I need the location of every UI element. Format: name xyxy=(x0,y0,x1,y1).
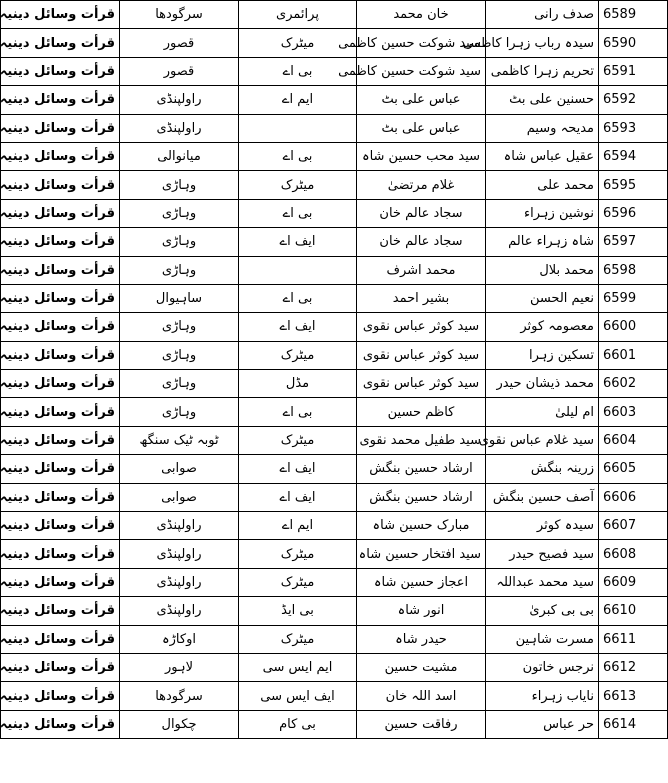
department-cell: قرأت وسائل دینیہ xyxy=(1,597,120,625)
serial-number-cell: 6614 xyxy=(599,710,668,738)
qualification-cell: بی اے xyxy=(239,284,357,312)
department-cell: قرأت وسائل دینیہ xyxy=(1,341,120,369)
qualification-cell: میٹرک xyxy=(239,341,357,369)
father-name-cell: سید شوکت حسین کاظمی xyxy=(357,57,486,85)
father-name-cell: عباس علی بٹ xyxy=(357,86,486,114)
serial-number-cell: 6589 xyxy=(599,1,668,29)
table-row xyxy=(1,540,668,568)
father-name-cell: ارشاد حسین بنگش xyxy=(357,483,486,511)
father-name-cell: سید شوکت حسین کاظمی xyxy=(357,29,486,57)
student-name-cell: نعیم الحسن xyxy=(486,284,599,312)
father-name-cell: سید محب حسین شاہ xyxy=(357,142,486,170)
table-row xyxy=(1,57,668,85)
serial-number-cell: 6601 xyxy=(599,341,668,369)
father-name-cell: سید کوثر عباس نقوی xyxy=(357,370,486,398)
father-name-cell: خان محمد xyxy=(357,1,486,29)
father-name-cell: سید کوثر عباس نقوی xyxy=(357,341,486,369)
serial-number-cell: 6592 xyxy=(599,86,668,114)
student-name-cell: شاہ زہراء عالم xyxy=(486,228,599,256)
student-name-cell: تسکین زہرا xyxy=(486,341,599,369)
department-cell: قرأت وسائل دینیہ xyxy=(1,114,120,142)
qualification-cell: میٹرک xyxy=(239,171,357,199)
student-name-cell: محمد علی xyxy=(486,171,599,199)
serial-number-cell: 6612 xyxy=(599,653,668,681)
department-cell: قرأت وسائل دینیہ xyxy=(1,625,120,653)
table-row xyxy=(1,370,668,398)
city-cell: صوابی xyxy=(120,455,239,483)
student-name-cell: حر عباس xyxy=(486,710,599,738)
father-name-cell: مبارک حسین شاہ xyxy=(357,512,486,540)
father-name-cell: انور شاہ xyxy=(357,597,486,625)
department-cell: قرأت وسائل دینیہ xyxy=(1,1,120,29)
city-cell: ٹوبہ ٹیک سنگھ xyxy=(120,426,239,454)
father-name-cell: سید افتخار حسین شاہ xyxy=(357,540,486,568)
table-row xyxy=(1,228,668,256)
qualification-cell: ایف اے xyxy=(239,228,357,256)
student-name-cell: نوشین زہراء xyxy=(486,199,599,227)
department-cell: قرأت وسائل دینیہ xyxy=(1,370,120,398)
department-cell: قرأت وسائل دینیہ xyxy=(1,682,120,710)
department-cell: قرأت وسائل دینیہ xyxy=(1,86,120,114)
student-name-cell: صدف رانی xyxy=(486,1,599,29)
city-cell: صوابی xyxy=(120,483,239,511)
qualification-cell: میٹرک xyxy=(239,29,357,57)
serial-number-cell: 6596 xyxy=(599,199,668,227)
city-cell: ساہیوال xyxy=(120,284,239,312)
city-cell: راولپنڈی xyxy=(120,540,239,568)
qualification-cell: میٹرک xyxy=(239,568,357,596)
father-name-cell: حیدر شاہ xyxy=(357,625,486,653)
student-name-cell: عقیل عباس شاہ xyxy=(486,142,599,170)
city-cell: راولپنڈی xyxy=(120,114,239,142)
city-cell: قصور xyxy=(120,57,239,85)
student-name-cell: معصومہ کوثر xyxy=(486,313,599,341)
student-name-cell: بی بی کبریٰ xyxy=(486,597,599,625)
city-cell: وہاڑی xyxy=(120,171,239,199)
student-name-cell: حسنین علی بٹ xyxy=(486,86,599,114)
student-name-cell: تحریم زہرا کاظمی xyxy=(486,57,599,85)
department-cell: قرأت وسائل دینیہ xyxy=(1,653,120,681)
table-body xyxy=(1,1,668,739)
qualification-cell: ایف اے xyxy=(239,455,357,483)
table-row xyxy=(1,284,668,312)
qualification-cell: پرائمری xyxy=(239,1,357,29)
table-row xyxy=(1,512,668,540)
serial-number-cell: 6602 xyxy=(599,370,668,398)
department-cell: قرأت وسائل دینیہ xyxy=(1,512,120,540)
father-name-cell: سید کوثر عباس نقوی xyxy=(357,313,486,341)
city-cell: میانوالی xyxy=(120,142,239,170)
serial-number-cell: 6599 xyxy=(599,284,668,312)
father-name-cell: غلام مرتضیٰ xyxy=(357,171,486,199)
qualification-cell xyxy=(239,114,357,142)
table-row xyxy=(1,625,668,653)
city-cell: سرگودھا xyxy=(120,682,239,710)
table-row xyxy=(1,114,668,142)
qualification-cell: ایف اے xyxy=(239,313,357,341)
serial-number-cell: 6603 xyxy=(599,398,668,426)
qualification-cell: بی اے xyxy=(239,199,357,227)
city-cell: وہاڑی xyxy=(120,228,239,256)
father-name-cell: اعجاز حسین شاہ xyxy=(357,568,486,596)
table-row xyxy=(1,710,668,738)
student-name-cell: نایاب زہراء xyxy=(486,682,599,710)
table-row xyxy=(1,29,668,57)
city-cell: اوکاڑہ xyxy=(120,625,239,653)
serial-number-cell: 6595 xyxy=(599,171,668,199)
serial-number-cell: 6611 xyxy=(599,625,668,653)
department-cell: قرأت وسائل دینیہ xyxy=(1,199,120,227)
qualification-cell: ایم اے xyxy=(239,86,357,114)
department-cell: قرأت وسائل دینیہ xyxy=(1,540,120,568)
father-name-cell: محمد اشرف xyxy=(357,256,486,284)
serial-number-cell: 6606 xyxy=(599,483,668,511)
table-row xyxy=(1,199,668,227)
table-row xyxy=(1,483,668,511)
department-cell: قرأت وسائل دینیہ xyxy=(1,568,120,596)
city-cell: قصور xyxy=(120,29,239,57)
department-cell: قرأت وسائل دینیہ xyxy=(1,455,120,483)
qualification-cell: بی اے xyxy=(239,142,357,170)
serial-number-cell: 6610 xyxy=(599,597,668,625)
student-name-cell: محمد بلال xyxy=(486,256,599,284)
qualification-cell xyxy=(239,256,357,284)
student-name-cell: سیدہ کوثر xyxy=(486,512,599,540)
father-name-cell: عباس علی بٹ xyxy=(357,114,486,142)
qualification-cell: ایف اے xyxy=(239,483,357,511)
student-name-cell: سید فصیح حیدر xyxy=(486,540,599,568)
city-cell: وہاڑی xyxy=(120,341,239,369)
table-row xyxy=(1,1,668,29)
father-name-cell: مشیت حسین xyxy=(357,653,486,681)
serial-number-cell: 6607 xyxy=(599,512,668,540)
department-cell: قرأت وسائل دینیہ xyxy=(1,426,120,454)
table-row xyxy=(1,398,668,426)
serial-number-cell: 6605 xyxy=(599,455,668,483)
serial-number-cell: 6613 xyxy=(599,682,668,710)
student-name-cell: مدیحہ وسیم xyxy=(486,114,599,142)
qualification-cell: ایم اے xyxy=(239,512,357,540)
table-row xyxy=(1,313,668,341)
department-cell: قرأت وسائل دینیہ xyxy=(1,710,120,738)
city-cell: وہاڑی xyxy=(120,313,239,341)
qualification-cell: بی کام xyxy=(239,710,357,738)
department-cell: قرأت وسائل دینیہ xyxy=(1,228,120,256)
city-cell: لاہور xyxy=(120,653,239,681)
table-row xyxy=(1,426,668,454)
qualification-cell: بی اے xyxy=(239,57,357,85)
city-cell: وہاڑی xyxy=(120,370,239,398)
city-cell: وہاڑی xyxy=(120,199,239,227)
table-row xyxy=(1,568,668,596)
city-cell: وہاڑی xyxy=(120,398,239,426)
city-cell: سرگودھا xyxy=(120,1,239,29)
qualification-cell: ایم ایس سی xyxy=(239,653,357,681)
table-row xyxy=(1,86,668,114)
father-name-cell: سید طفیل محمد نقوی xyxy=(357,426,486,454)
student-name-cell: ام لیلیٰ xyxy=(486,398,599,426)
department-cell: قرأت وسائل دینیہ xyxy=(1,142,120,170)
student-name-cell: آصف حسین بنگش xyxy=(486,483,599,511)
department-cell: قرأت وسائل دینیہ xyxy=(1,284,120,312)
department-cell: قرأت وسائل دینیہ xyxy=(1,313,120,341)
father-name-cell: کاظم حسین xyxy=(357,398,486,426)
student-name-cell: نرجس خاتون xyxy=(486,653,599,681)
student-name-cell: مسرت شاہین xyxy=(486,625,599,653)
city-cell: وہاڑی xyxy=(120,256,239,284)
serial-number-cell: 6598 xyxy=(599,256,668,284)
qualification-cell: مڈل xyxy=(239,370,357,398)
qualification-cell: میٹرک xyxy=(239,625,357,653)
serial-number-cell: 6600 xyxy=(599,313,668,341)
department-cell: قرأت وسائل دینیہ xyxy=(1,256,120,284)
father-name-cell: سجاد عالم خان xyxy=(357,199,486,227)
table-row xyxy=(1,682,668,710)
city-cell: راولپنڈی xyxy=(120,597,239,625)
city-cell: راولپنڈی xyxy=(120,512,239,540)
table-row xyxy=(1,256,668,284)
qualification-cell: میٹرک xyxy=(239,426,357,454)
serial-number-cell: 6590 xyxy=(599,29,668,57)
serial-number-cell: 6597 xyxy=(599,228,668,256)
qualification-cell: میٹرک xyxy=(239,540,357,568)
serial-number-cell: 6594 xyxy=(599,142,668,170)
qualification-cell: بی ایڈ xyxy=(239,597,357,625)
student-name-cell: زرینہ بنگش xyxy=(486,455,599,483)
serial-number-cell: 6591 xyxy=(599,57,668,85)
department-cell: قرأت وسائل دینیہ xyxy=(1,483,120,511)
father-name-cell: رفاقت حسین xyxy=(357,710,486,738)
department-cell: قرأت وسائل دینیہ xyxy=(1,57,120,85)
department-cell: قرأت وسائل دینیہ xyxy=(1,171,120,199)
father-name-cell: بشیر احمد xyxy=(357,284,486,312)
city-cell: راولپنڈی xyxy=(120,86,239,114)
qualification-cell: بی اے xyxy=(239,398,357,426)
table-row xyxy=(1,142,668,170)
table-row xyxy=(1,455,668,483)
serial-number-cell: 6604 xyxy=(599,426,668,454)
table-row xyxy=(1,597,668,625)
qualification-cell: ایف ایس سی xyxy=(239,682,357,710)
city-cell: راولپنڈی xyxy=(120,568,239,596)
department-cell: قرأت وسائل دینیہ xyxy=(1,29,120,57)
student-name-cell: محمد ذیشان حیدر xyxy=(486,370,599,398)
student-name-cell: سید محمد عبداللہ xyxy=(486,568,599,596)
father-name-cell: اسد اللہ خان xyxy=(357,682,486,710)
student-name-cell: سید غلام عباس نقوی xyxy=(486,426,599,454)
department-cell: قرأت وسائل دینیہ xyxy=(1,398,120,426)
table-row xyxy=(1,171,668,199)
serial-number-cell: 6593 xyxy=(599,114,668,142)
serial-number-cell: 6609 xyxy=(599,568,668,596)
table-row xyxy=(1,653,668,681)
student-name-cell: سیدہ رباب زہرا کاظمی xyxy=(486,29,599,57)
father-name-cell: سجاد عالم خان xyxy=(357,228,486,256)
city-cell: چکوال xyxy=(120,710,239,738)
father-name-cell: ارشاد حسین بنگش xyxy=(357,455,486,483)
table-row xyxy=(1,341,668,369)
serial-number-cell: 6608 xyxy=(599,540,668,568)
